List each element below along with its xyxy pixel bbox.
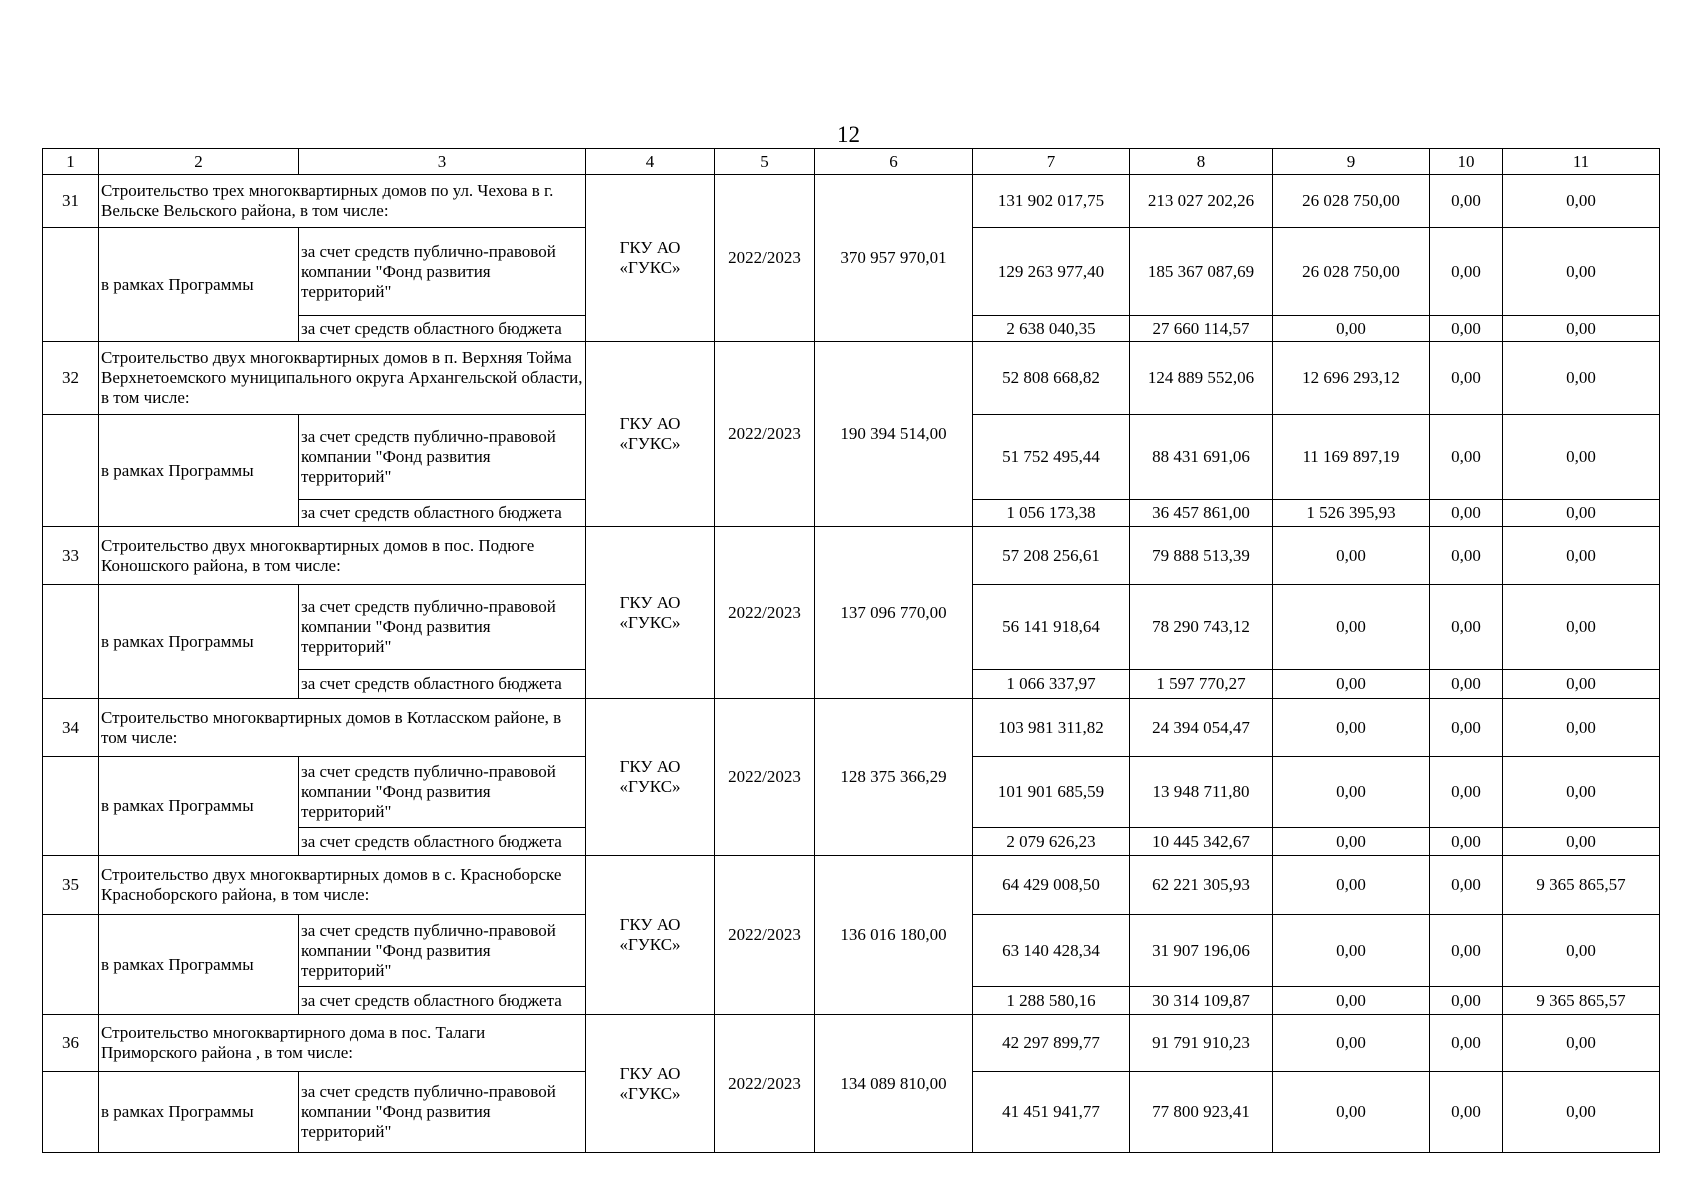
budget-value-cell: 36 457 861,00 [1130, 500, 1273, 527]
total-value-cell: 131 902 017,75 [973, 175, 1130, 228]
cost-cell: 134 089 810,00 [815, 1015, 973, 1153]
fund-value-cell: 0,00 [1430, 415, 1503, 500]
budget-value-cell: 0,00 [1273, 987, 1430, 1015]
funding-table [42, 148, 1660, 1153]
fund-source-label: за счет средств публично-правовой компании "Фонд развития территорий" [299, 915, 586, 987]
budget-value-cell: 0,00 [1430, 500, 1503, 527]
object-title: Строительство многоквартирного дома в пос. Талаги Приморского района , в том числе: [99, 1015, 586, 1072]
customer-cell: ГКУ АО «ГУКС» [586, 527, 715, 699]
period-cell: 2022/2023 [715, 175, 815, 342]
table-row [43, 342, 1660, 415]
row-number: 33 [43, 527, 99, 585]
row-number: 31 [43, 175, 99, 228]
budget-value-cell: 1 066 337,97 [973, 670, 1130, 699]
budget-value-cell: 30 314 109,87 [1130, 987, 1273, 1015]
table-row [43, 699, 1660, 757]
total-value-cell: 42 297 899,77 [973, 1015, 1130, 1072]
period-cell: 2022/2023 [715, 342, 815, 527]
table-row [43, 1015, 1660, 1072]
column-number: 7 [973, 149, 1130, 175]
column-number-row [43, 149, 1660, 175]
budget-value-cell: 0,00 [1503, 316, 1660, 342]
budget-value-cell: 0,00 [1430, 316, 1503, 342]
budget-value-cell: 0,00 [1273, 828, 1430, 856]
total-value-cell: 24 394 054,47 [1130, 699, 1273, 757]
fund-value-cell: 185 367 087,69 [1130, 228, 1273, 316]
column-number: 8 [1130, 149, 1273, 175]
fund-value-cell: 26 028 750,00 [1273, 228, 1430, 316]
fund-value-cell: 129 263 977,40 [973, 228, 1130, 316]
budget-source-label: за счет средств областного бюджета [299, 316, 586, 342]
total-value-cell: 9 365 865,57 [1503, 856, 1660, 915]
budget-value-cell: 1 056 173,38 [973, 500, 1130, 527]
cost-cell: 136 016 180,00 [815, 856, 973, 1015]
budget-source-label: за счет средств областного бюджета [299, 500, 586, 527]
row-number: 34 [43, 699, 99, 757]
customer-cell: ГКУ АО «ГУКС» [586, 856, 715, 1015]
row-number-continuation [43, 228, 99, 342]
fund-value-cell: 78 290 743,12 [1130, 585, 1273, 670]
budget-source-label: за счет средств областного бюджета [299, 670, 586, 699]
budget-source-label: за счет средств областного бюджета [299, 828, 586, 856]
fund-value-cell: 88 431 691,06 [1130, 415, 1273, 500]
column-number: 11 [1503, 149, 1660, 175]
object-title: Строительство трех многоквартирных домов по ул. Чехова в г. Вельске Вельского района, в том числе: [99, 175, 586, 228]
budget-value-cell: 2 638 040,35 [973, 316, 1130, 342]
row-number: 36 [43, 1015, 99, 1072]
page-number: 12 [837, 122, 860, 147]
period-cell: 2022/2023 [715, 699, 815, 856]
budget-value-cell: 9 365 865,57 [1503, 987, 1660, 1015]
period-cell: 2022/2023 [715, 527, 815, 699]
customer-cell: ГКУ АО «ГУКС» [586, 699, 715, 856]
budget-value-cell: 1 288 580,16 [973, 987, 1130, 1015]
total-value-cell: 0,00 [1430, 699, 1503, 757]
fund-value-cell: 0,00 [1503, 228, 1660, 316]
fund-value-cell: 101 901 685,59 [973, 757, 1130, 828]
object-title: Строительство многоквартирных домов в Котласском районе, в том числе: [99, 699, 586, 757]
cost-cell: 137 096 770,00 [815, 527, 973, 699]
table-row [43, 856, 1660, 915]
period-cell: 2022/2023 [715, 856, 815, 1015]
budget-value-cell: 1 597 770,27 [1130, 670, 1273, 699]
column-number: 3 [299, 149, 586, 175]
total-value-cell: 0,00 [1430, 527, 1503, 585]
budget-value-cell: 0,00 [1430, 670, 1503, 699]
fund-value-cell: 0,00 [1430, 915, 1503, 987]
budget-source-label: за счет средств областного бюджета [299, 987, 586, 1015]
program-label: в рамках Программы [99, 1072, 299, 1153]
fund-source-label: за счет средств публично-правовой компании "Фонд развития территорий" [299, 228, 586, 316]
fund-value-cell: 0,00 [1503, 757, 1660, 828]
customer-cell: ГКУ АО «ГУКС» [586, 342, 715, 527]
row-number-continuation [43, 415, 99, 527]
fund-value-cell: 63 140 428,34 [973, 915, 1130, 987]
object-title: Строительство двух многоквартирных домов в пос. Подюге Коношского района, в том числе: [99, 527, 586, 585]
fund-value-cell: 13 948 711,80 [1130, 757, 1273, 828]
total-value-cell: 124 889 552,06 [1130, 342, 1273, 415]
total-value-cell: 79 888 513,39 [1130, 527, 1273, 585]
cost-cell: 370 957 970,01 [815, 175, 973, 342]
budget-value-cell: 0,00 [1430, 828, 1503, 856]
column-number: 5 [715, 149, 815, 175]
fund-value-cell: 0,00 [1273, 1072, 1430, 1153]
row-number-continuation [43, 757, 99, 856]
cost-cell: 128 375 366,29 [815, 699, 973, 856]
row-number: 35 [43, 856, 99, 915]
program-label: в рамках Программы [99, 415, 299, 527]
total-value-cell: 0,00 [1273, 699, 1430, 757]
budget-value-cell: 0,00 [1503, 500, 1660, 527]
total-value-cell: 91 791 910,23 [1130, 1015, 1273, 1072]
column-number: 2 [99, 149, 299, 175]
total-value-cell: 0,00 [1273, 1015, 1430, 1072]
total-value-cell: 0,00 [1503, 1015, 1660, 1072]
total-value-cell: 0,00 [1273, 527, 1430, 585]
fund-value-cell: 51 752 495,44 [973, 415, 1130, 500]
total-value-cell: 0,00 [1503, 699, 1660, 757]
row-number-continuation [43, 585, 99, 699]
row-number-continuation [43, 1072, 99, 1153]
column-number: 9 [1273, 149, 1430, 175]
row-number-continuation [43, 915, 99, 1015]
budget-value-cell: 1 526 395,93 [1273, 500, 1430, 527]
budget-value-cell: 0,00 [1273, 316, 1430, 342]
object-title: Строительство двух многоквартирных домов в с. Красноборске Красноборского района, в том числе: [99, 856, 586, 915]
total-value-cell: 0,00 [1503, 342, 1660, 415]
fund-source-label: за счет средств публично-правовой компании "Фонд развития территорий" [299, 415, 586, 500]
cost-cell: 190 394 514,00 [815, 342, 973, 527]
budget-value-cell: 0,00 [1503, 670, 1660, 699]
total-value-cell: 12 696 293,12 [1273, 342, 1430, 415]
total-value-cell: 213 027 202,26 [1130, 175, 1273, 228]
fund-value-cell: 0,00 [1430, 228, 1503, 316]
fund-value-cell: 0,00 [1273, 757, 1430, 828]
budget-value-cell: 0,00 [1430, 987, 1503, 1015]
fund-value-cell: 77 800 923,41 [1130, 1072, 1273, 1153]
fund-value-cell: 0,00 [1430, 1072, 1503, 1153]
budget-value-cell: 0,00 [1503, 828, 1660, 856]
customer-cell: ГКУ АО «ГУКС» [586, 175, 715, 342]
total-value-cell: 52 808 668,82 [973, 342, 1130, 415]
total-value-cell: 57 208 256,61 [973, 527, 1130, 585]
program-label: в рамках Программы [99, 915, 299, 1015]
total-value-cell: 0,00 [1430, 1015, 1503, 1072]
total-value-cell: 64 429 008,50 [973, 856, 1130, 915]
total-value-cell: 103 981 311,82 [973, 699, 1130, 757]
fund-value-cell: 0,00 [1430, 757, 1503, 828]
customer-cell: ГКУ АО «ГУКС» [586, 1015, 715, 1153]
column-number: 1 [43, 149, 99, 175]
fund-value-cell: 0,00 [1503, 915, 1660, 987]
program-label: в рамках Программы [99, 757, 299, 856]
fund-value-cell: 0,00 [1273, 585, 1430, 670]
total-value-cell: 62 221 305,93 [1130, 856, 1273, 915]
fund-value-cell: 0,00 [1503, 1072, 1660, 1153]
fund-value-cell: 31 907 196,06 [1130, 915, 1273, 987]
program-label: в рамках Программы [99, 228, 299, 342]
fund-value-cell: 11 169 897,19 [1273, 415, 1430, 500]
total-value-cell: 26 028 750,00 [1273, 175, 1430, 228]
budget-value-cell: 27 660 114,57 [1130, 316, 1273, 342]
budget-value-cell: 10 445 342,67 [1130, 828, 1273, 856]
fund-source-label: за счет средств публично-правовой компании "Фонд развития территорий" [299, 1072, 586, 1153]
total-value-cell: 0,00 [1503, 527, 1660, 585]
fund-value-cell: 41 451 941,77 [973, 1072, 1130, 1153]
column-number: 4 [586, 149, 715, 175]
fund-source-label: за счет средств публично-правовой компании "Фонд развития территорий" [299, 757, 586, 828]
row-number: 32 [43, 342, 99, 415]
fund-source-label: за счет средств публично-правовой компании "Фонд развития территорий" [299, 585, 586, 670]
budget-value-cell: 2 079 626,23 [973, 828, 1130, 856]
total-value-cell: 0,00 [1503, 175, 1660, 228]
total-value-cell: 0,00 [1430, 342, 1503, 415]
total-value-cell: 0,00 [1430, 175, 1503, 228]
object-title: Строительство двух многоквартирных домов в п. Верхняя Тойма Верхнетоемского муниципального округа Архангельской области, в том числе: [99, 342, 586, 415]
total-value-cell: 0,00 [1430, 856, 1503, 915]
total-value-cell: 0,00 [1273, 856, 1430, 915]
fund-value-cell: 0,00 [1503, 415, 1660, 500]
table-row [43, 175, 1660, 228]
column-number: 10 [1430, 149, 1503, 175]
budget-value-cell: 0,00 [1273, 670, 1430, 699]
table-row [43, 527, 1660, 585]
program-label: в рамках Программы [99, 585, 299, 699]
period-cell: 2022/2023 [715, 1015, 815, 1153]
column-number: 6 [815, 149, 973, 175]
fund-value-cell: 0,00 [1503, 585, 1660, 670]
fund-value-cell: 56 141 918,64 [973, 585, 1130, 670]
fund-value-cell: 0,00 [1273, 915, 1430, 987]
fund-value-cell: 0,00 [1430, 585, 1503, 670]
